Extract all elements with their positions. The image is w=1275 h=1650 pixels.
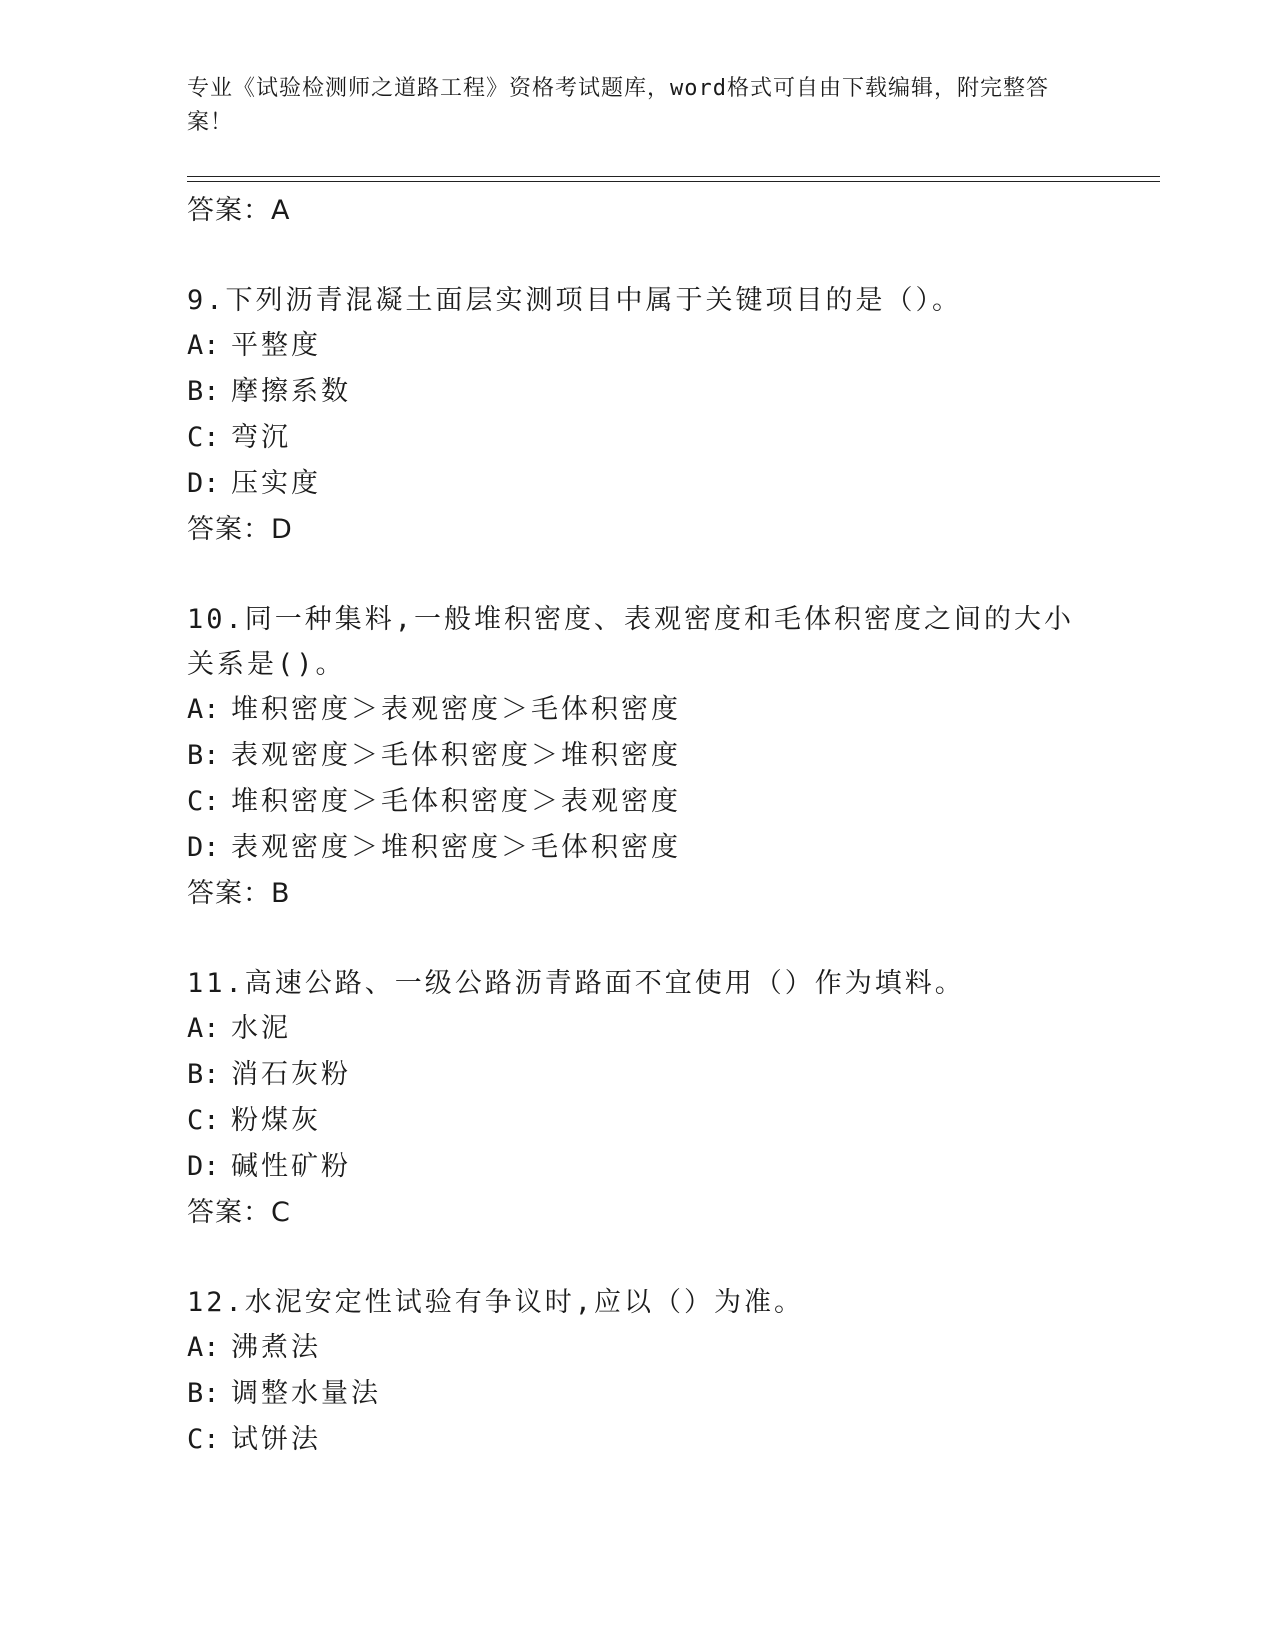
- spacer: [187, 234, 1087, 278]
- option-row: [187, 1371, 1087, 1417]
- option-row: [187, 687, 1087, 733]
- option-text: 表观密度＞堆积密度＞毛体积密度: [231, 832, 681, 863]
- option-letter: D:: [187, 832, 220, 863]
- option-letter: B:: [187, 376, 220, 407]
- option-text: 水泥: [231, 1013, 291, 1044]
- spacer: [187, 917, 1087, 961]
- header-rule-top: [187, 176, 1160, 177]
- question-list: [187, 188, 1087, 1463]
- option-letter: A:: [187, 330, 220, 361]
- answer-line: 答案：A: [187, 195, 291, 226]
- option-letter: A:: [187, 694, 220, 725]
- option-text: 调整水量法: [231, 1378, 381, 1409]
- spacer: [187, 553, 1087, 597]
- option-text: 摩擦系数: [231, 376, 351, 407]
- option-letter: B:: [187, 1059, 220, 1090]
- option-row: [187, 415, 1087, 461]
- answer-line: 答案：D: [187, 514, 293, 545]
- option-row: [187, 1325, 1087, 1371]
- answer-line: 答案：B: [187, 878, 291, 909]
- option-text: 消石灰粉: [231, 1059, 351, 1090]
- option-row: [187, 1052, 1087, 1098]
- option-row: [187, 323, 1087, 369]
- option-letter: C:: [187, 786, 220, 817]
- question-10: 10.同一种集料,一般堆积密度、表观密度和毛体积密度之间的大小关系是()。: [187, 604, 1075, 680]
- option-letter: B:: [187, 740, 220, 771]
- question-12: 12.水泥安定性试验有争议时,应以（）为准。: [187, 1287, 805, 1318]
- question-11: 11.高速公路、一级公路沥青路面不宜使用（）作为填料。: [187, 968, 965, 999]
- option-text: 粉煤灰: [231, 1105, 321, 1136]
- question-9: 9.下列沥青混凝土面层实测项目中属于关键项目的是（）。: [187, 285, 963, 316]
- spacer: [187, 1236, 1087, 1280]
- option-row: [187, 779, 1087, 825]
- option-text: 碱性矿粉: [231, 1151, 351, 1182]
- option-text: 试饼法: [231, 1424, 321, 1455]
- option-letter: C:: [187, 1105, 220, 1136]
- option-text: 堆积密度＞表观密度＞毛体积密度: [231, 694, 681, 725]
- option-text: 弯沉: [231, 422, 291, 453]
- option-text: 平整度: [231, 330, 321, 361]
- option-text: 沸煮法: [231, 1332, 321, 1363]
- option-row: [187, 825, 1087, 871]
- option-letter: D:: [187, 468, 220, 499]
- option-row: [187, 1098, 1087, 1144]
- header-rule-bottom: [187, 181, 1160, 182]
- option-row: [187, 369, 1087, 415]
- option-letter: A:: [187, 1013, 220, 1044]
- option-letter: D:: [187, 1151, 220, 1182]
- option-text: 堆积密度＞毛体积密度＞表观密度: [231, 786, 681, 817]
- option-text: 压实度: [231, 468, 321, 499]
- option-row: [187, 1006, 1087, 1052]
- option-text: 表观密度＞毛体积密度＞堆积密度: [231, 740, 681, 771]
- answer-line: 答案：C: [187, 1197, 291, 1228]
- option-letter: C:: [187, 422, 220, 453]
- option-row: [187, 1417, 1087, 1463]
- option-letter: C:: [187, 1424, 220, 1455]
- page-header-text: 专业《试验检测师之道路工程》资格考试题库，word格式可自由下载编辑，附完整答案！: [187, 76, 1049, 135]
- option-row: [187, 461, 1087, 507]
- option-row: [187, 1144, 1087, 1190]
- option-letter: B:: [187, 1378, 220, 1409]
- option-row: [187, 733, 1087, 779]
- option-letter: A:: [187, 1332, 220, 1363]
